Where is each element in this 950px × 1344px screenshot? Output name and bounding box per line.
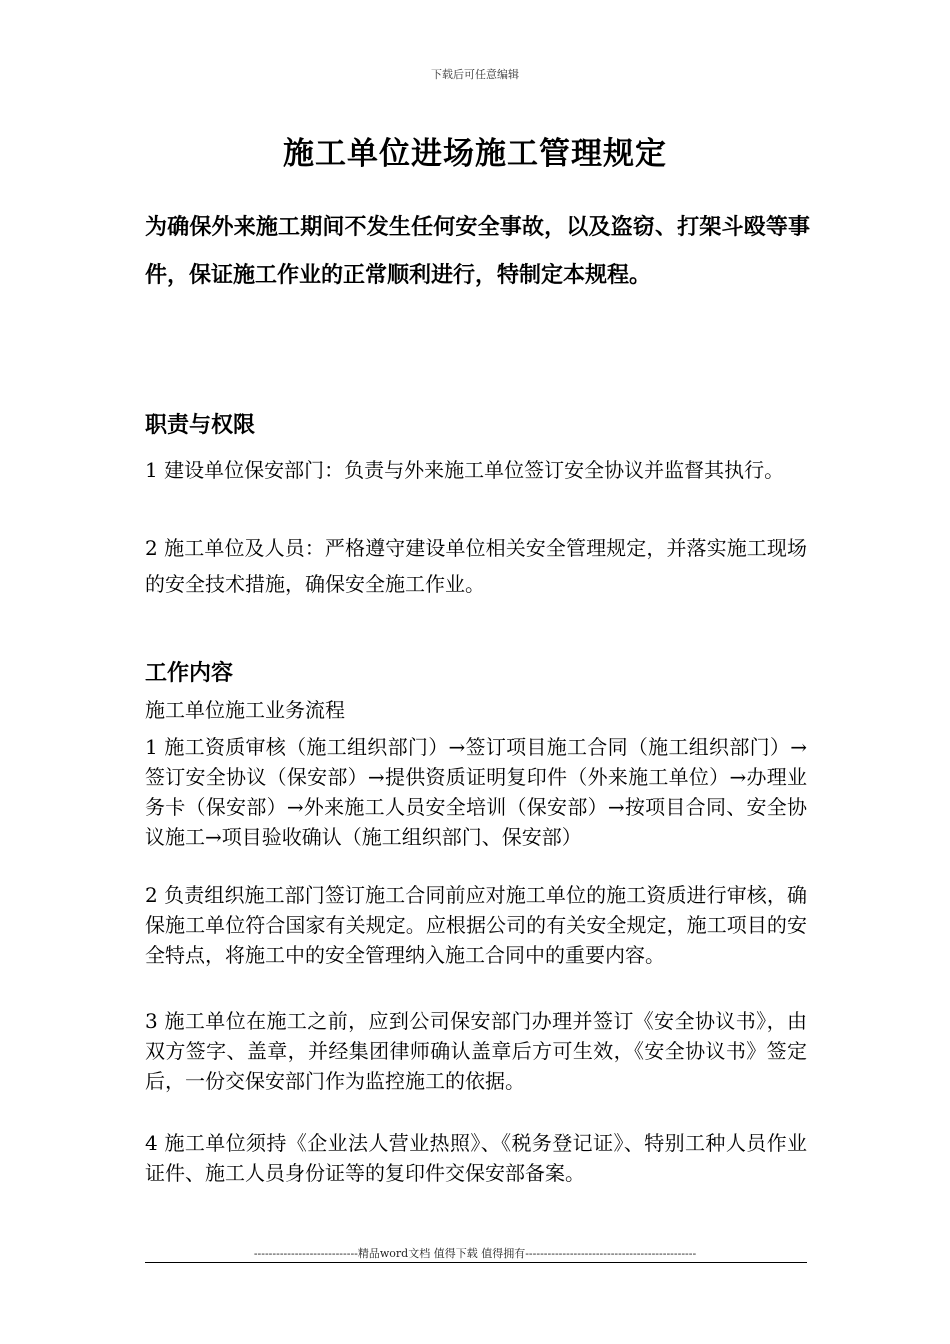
section-heading-work-content: 工作内容 bbox=[145, 661, 234, 686]
responsibility-item-2: 2 施工单位及人员：严格遵守建设单位相关安全管理规定，并落实施工现场的安全技术措施，确保安全施工作业。 bbox=[145, 536, 807, 596]
page-title: 施工单位进场施工管理规定 bbox=[283, 136, 667, 172]
work-item-2: 2 负责组织施工部门签订施工合同前应对施工单位的施工资质进行审核，确保施工单位符合国家有关规定。应根据公司的有关安全规定，施工项目的安全特点，将施工中的安全管理纳入施工合同中的重要内容。 bbox=[145, 883, 807, 967]
header-note: 下载后可任意编辑 bbox=[431, 68, 519, 81]
footer-divider bbox=[145, 1262, 807, 1263]
intro-paragraph: 为确保外来施工期间不发生任何安全事故，以及盗窃、打架斗殴等事件，保证施工作业的正常顺利进行，特制定本规程。 bbox=[145, 215, 810, 288]
responsibility-item-1: 1 建设单位保安部门：负责与外来施工单位签订安全协议并监督其执行。 bbox=[145, 458, 785, 482]
work-item-4: 4 施工单位须持《企业法人营业热照》、《税务登记证》、特别工种人员作业证件、施工人员身份证等的复印件交保安部备案。 bbox=[145, 1131, 807, 1185]
work-item-3: 3 施工单位在施工之前，应到公司保安部门办理并签订《安全协议书》，由双方签字、盖章，并经集团律师确认盖章后方可生效，《安全协议书》签定后，一份交保安部门作为监控施工的依据。 bbox=[145, 1009, 807, 1093]
work-item-1: 1 施工资质审核（施工组织部门）→签订项目施工合同（施工组织部门）→签订安全协议（保安部）→提供资质证明复印件（外来施工单位）→办理业务卡（保安部）→外来施工人员安全培训（保安部）→按项目合同、安全协议施工→项目验收确认（施工组织部门、保安部） bbox=[145, 735, 807, 849]
footer-text: ----------------------------精品word文档 值得下载 值得拥有---------------------------------------------- bbox=[253, 1247, 697, 1260]
section-heading-responsibilities: 职责与权限 bbox=[145, 413, 256, 438]
work-subheading: 施工单位施工业务流程 bbox=[145, 698, 345, 722]
